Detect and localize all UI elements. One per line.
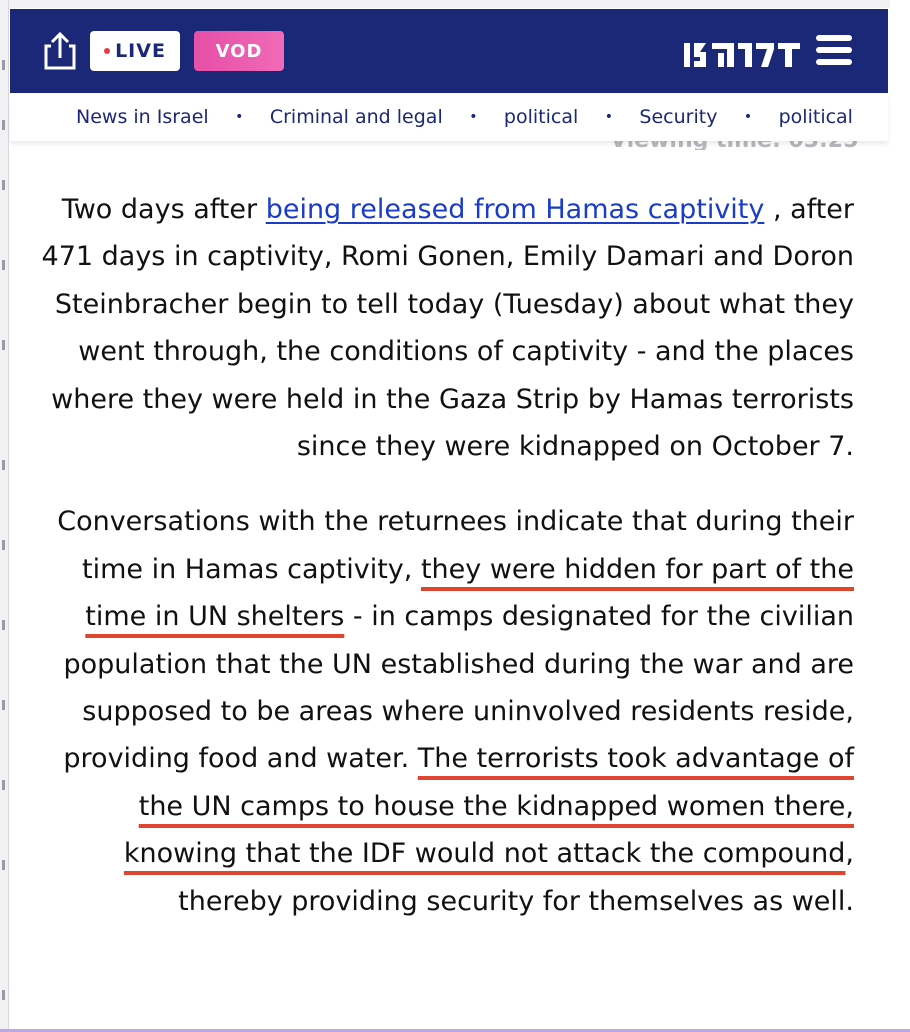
live-dot-icon [104, 48, 110, 54]
browser-frame-left [0, 0, 9, 1032]
browser-frame-right [890, 0, 910, 1032]
captivity-release-link[interactable]: being released from Hamas captivity [265, 194, 765, 225]
nav-item-security[interactable]: Security [639, 106, 718, 128]
nav-item-political[interactable]: political [503, 106, 579, 128]
nav-separator: • [743, 109, 753, 125]
vod-label: VOD [215, 40, 263, 62]
nav-item-political-2[interactable]: political [778, 106, 853, 128]
browser-frame-top [0, 0, 910, 8]
article-body [30, 186, 854, 925]
site-header [10, 9, 888, 93]
nav-item-news-in-israel[interactable]: News in Israel [76, 106, 209, 128]
vod-button[interactable] [194, 31, 284, 71]
article-paragraph: Conversations with the returnees indicate that during their time in Hamas captivity, they were hidden for part of the time in UN shelters - in camps designated for the civilian population that the UN established during the war and are supposed to be areas where uninvolved residents reside, providing food and water. The terrorists took advantage of the UN camps to house the kidnapped women there, knowing that the IDF would not attack the compound, thereby providing security for themselves as well. [57, 506, 854, 917]
nav-separator: • [604, 109, 613, 125]
reshet-13-logo-icon [682, 33, 812, 73]
highlighted-text: they were hidden for part of the time in UN shelters [85, 553, 854, 633]
share-icon [42, 31, 78, 71]
site-logo[interactable] [682, 33, 812, 73]
category-nav [10, 93, 888, 141]
highlighted-text: The terrorists took advantage of the UN camps to house the kidnapped women there, knowing that the IDF would not attack the compound [123, 743, 854, 870]
live-label: LIVE [115, 40, 166, 62]
nav-separator: • [469, 109, 478, 125]
article-paragraph: Two days after being released from Hamas captivity , after 471 days in captivity, Romi Gonen, Emily Damari and Doron Steinbracher begin to tell today (Tuesday) about what they went through, the conditions of captivity - and the places where they were held in the Gaza Strip by Hamas terrorists since they were kidnapped on October 7. [41, 194, 854, 463]
nav-item-criminal-and-legal[interactable]: Criminal and legal [269, 106, 443, 128]
menu-icon [816, 35, 854, 65]
menu-button[interactable] [816, 35, 854, 67]
live-button[interactable] [90, 31, 180, 71]
share-button[interactable] [42, 31, 78, 71]
nav-separator: • [235, 109, 244, 125]
